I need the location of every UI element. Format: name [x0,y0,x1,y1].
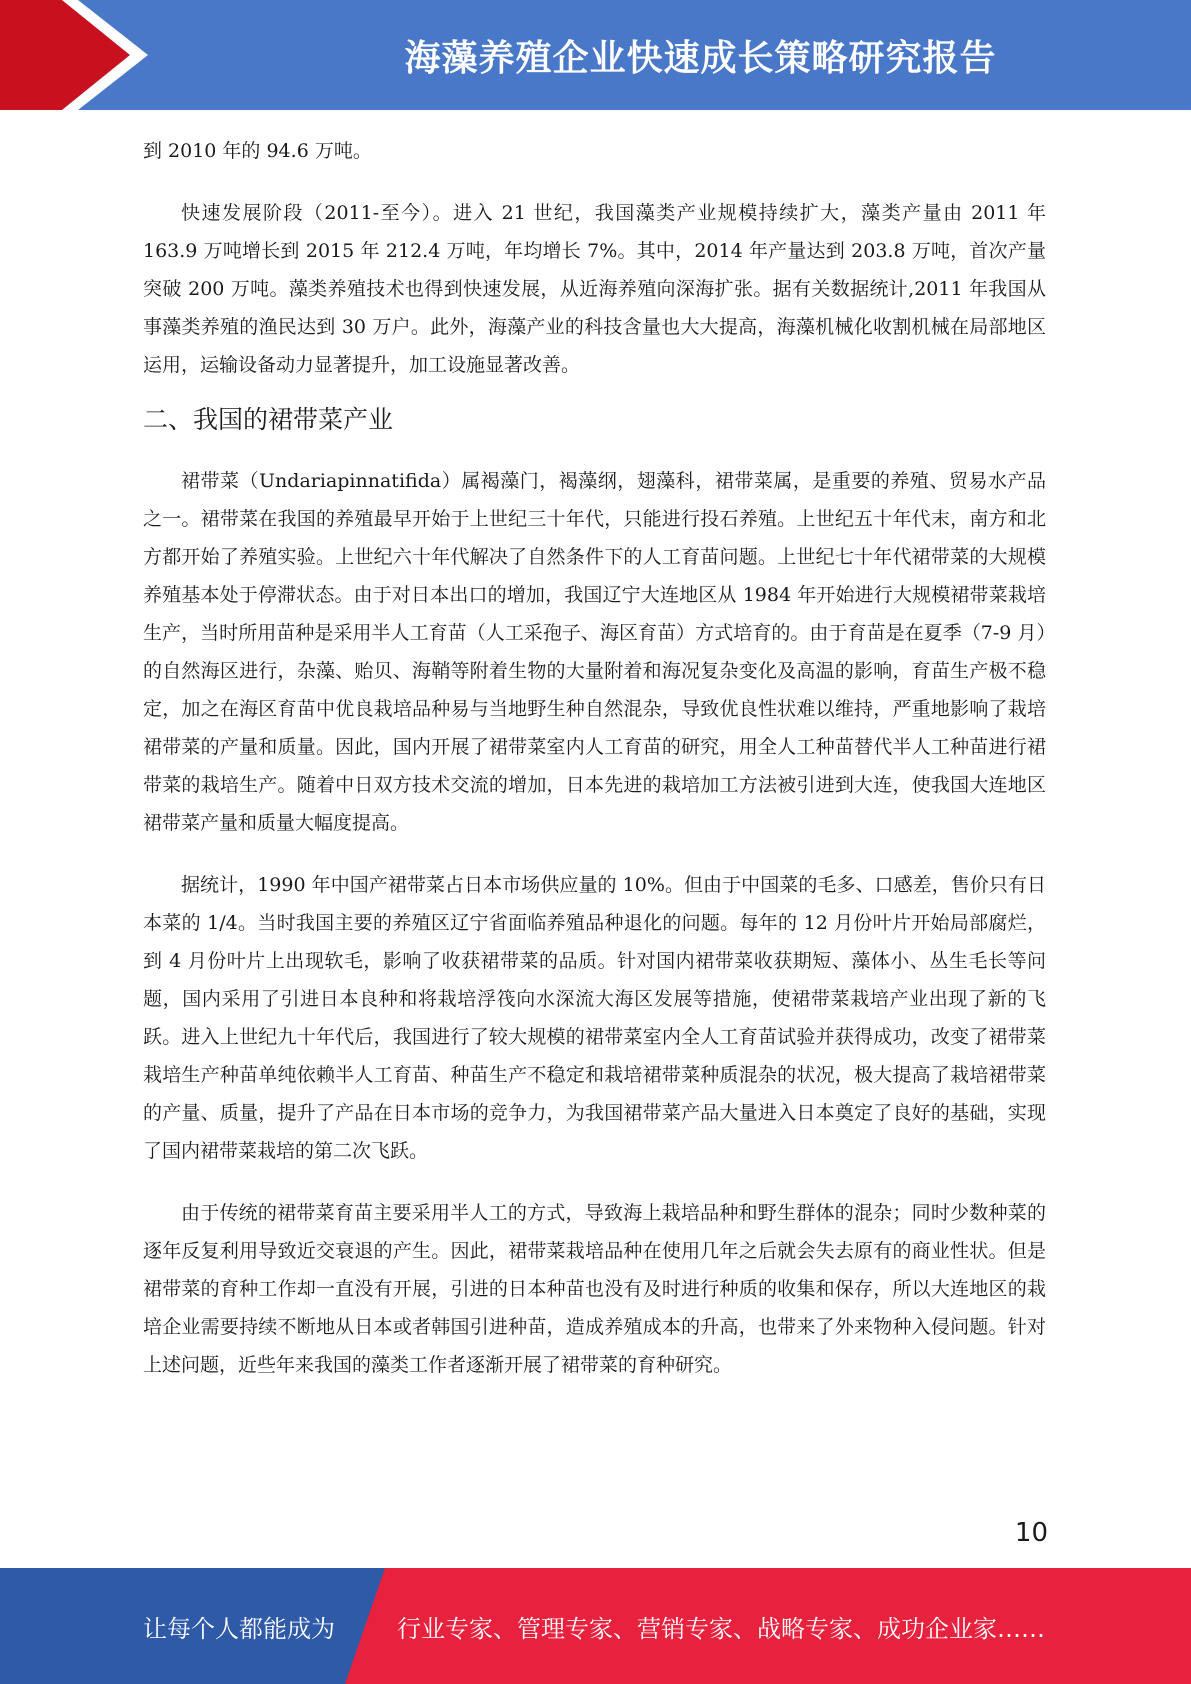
section-heading: 二、我国的裙带菜产业 [143,405,394,434]
paragraph-rapid-development: 快速发展阶段（2011-至今）。进入 21 世纪，我国藻类产业规模持续扩大，藻类产量由 2011 年 163.9 万吨增长到 2015 年 212.4 万吨，年均增长 7%。其中，2014 年产量达到 203.8 万吨，首次产量突破 200 万吨。藻类养殖技术也得到快速发展，从近海养殖向深海扩张。据有关数据统计,2011 年我国从事藻类养殖的渔民达到 30 万户。此外，海藻产业的科技含量也大大提高，海藻机械化收割机械在局部地区运用，运输设备动力显著提升，加工设施显著改善。 [143,202,1046,376]
paragraph-breeding-problems: 由于传统的裙带菜育苗主要采用半人工的方式，导致海上栽培品种和野生群体的混杂；同时少数种菜的逐年反复利用导致近交衰退的产生。因此，裙带菜栽培品种在使用几年之后就会失去原有的商业性状。但是裙带菜的育种工作却一直没有开展，引进的日本种苗也没有及时进行种质的收集和保存，所以大连地区的栽培企业需要持续不断地从日本或者韩国引进种苗，造成养殖成本的升高，也带来了外来物种入侵问题。针对上述问题，近些年来我国的藻类工作者逐渐开展了裙带菜的育种研究。 [143,1202,1046,1376]
header-arrow-decoration [0,0,160,110]
page-number: 10 [1014,1518,1048,1548]
paragraph-continuation: 到 2010 年的 94.6 万吨。 [143,140,372,162]
paragraph-undaria-history: 裙带菜（Undariapinnatifida）属褐藻门，褐藻纲，翅藻科，裙带菜属，是重要的养殖、贸易水产品之一。裙带菜在我国的养殖最早开始于上世纪三十年代，只能进行投石养殖。上世纪五十年代末，南方和北方都开始了养殖实验。上世纪六十年代解决了自然条件下的人工育苗问题。上世纪七十年代裙带菜的大规模养殖基本处于停滞状态。由于对日本出口的增加，我国辽宁大连地区从 1984 年开始进行大规模裙带菜栽培生产，当时所用苗种是采用半人工育苗（人工采孢子、海区育苗）方式培育的。由于育苗是在夏季（7-9 月）的自然海区进行，杂藻、贻贝、海鞘等附着生物的大量附着和海况复杂变化及高温的影响，育苗生产极不稳定，加之在海区育苗中优良栽培品种易与当地野生种自然混杂，导致优良性状难以维持，严重地影响了栽培裙带菜的产量和质量。因此，国内开展了裙带菜室内人工育苗的研究，用全人工种苗替代半人工种苗进行裙带菜的栽培生产。随着中日双方技术交流的增加，日本先进的栽培加工方法被引进到大连，使我国大连地区裙带菜产量和质量大幅度提高。 [143,470,1046,834]
footer-slogan-left: 让每个人都能成为 [143,1614,335,1643]
paragraph-market-statistics: 据统计，1990 年中国产裙带菜占日本市场供应量的 10%。但由于中国菜的毛多、口感差，售价只有日本菜的 1/4。当时我国主要的养殖区辽宁省面临养殖品种退化的问题。每年的 12 月份叶片开始局部腐烂，到 4 月份叶片上出现软毛，影响了收获裙带菜的品质。针对国内裙带菜收获期短、藻体小、丛生毛长等问题，国内采用了引进日本良种和将栽培浮筏向水深流大海区发展等措施，使裙带菜栽培产业出现了新的飞跃。进入上世纪九十年代后，我国进行了较大规模的裙带菜室内全人工育苗试验并获得成功，改变了裙带菜栽培生产种苗单纯依赖半人工育苗、种苗生产不稳定和栽培裙带菜种质混杂的状况，极大提高了栽培裙带菜的产量、质量，提升了产品在日本市场的竞争力，为我国裙带菜产品大量进入日本奠定了良好的基础，实现了国内裙带菜栽培的第二次飞跃。 [143,874,1046,1162]
footer-slogan-right: 行业专家、管理专家、营销专家、战略专家、成功企业家…… [397,1614,1045,1643]
report-title: 海藻养殖企业快速成长策略研究报告 [404,37,997,79]
document-body [143,132,1046,1384]
page-footer [0,1568,1191,1684]
page-header [0,0,1191,110]
